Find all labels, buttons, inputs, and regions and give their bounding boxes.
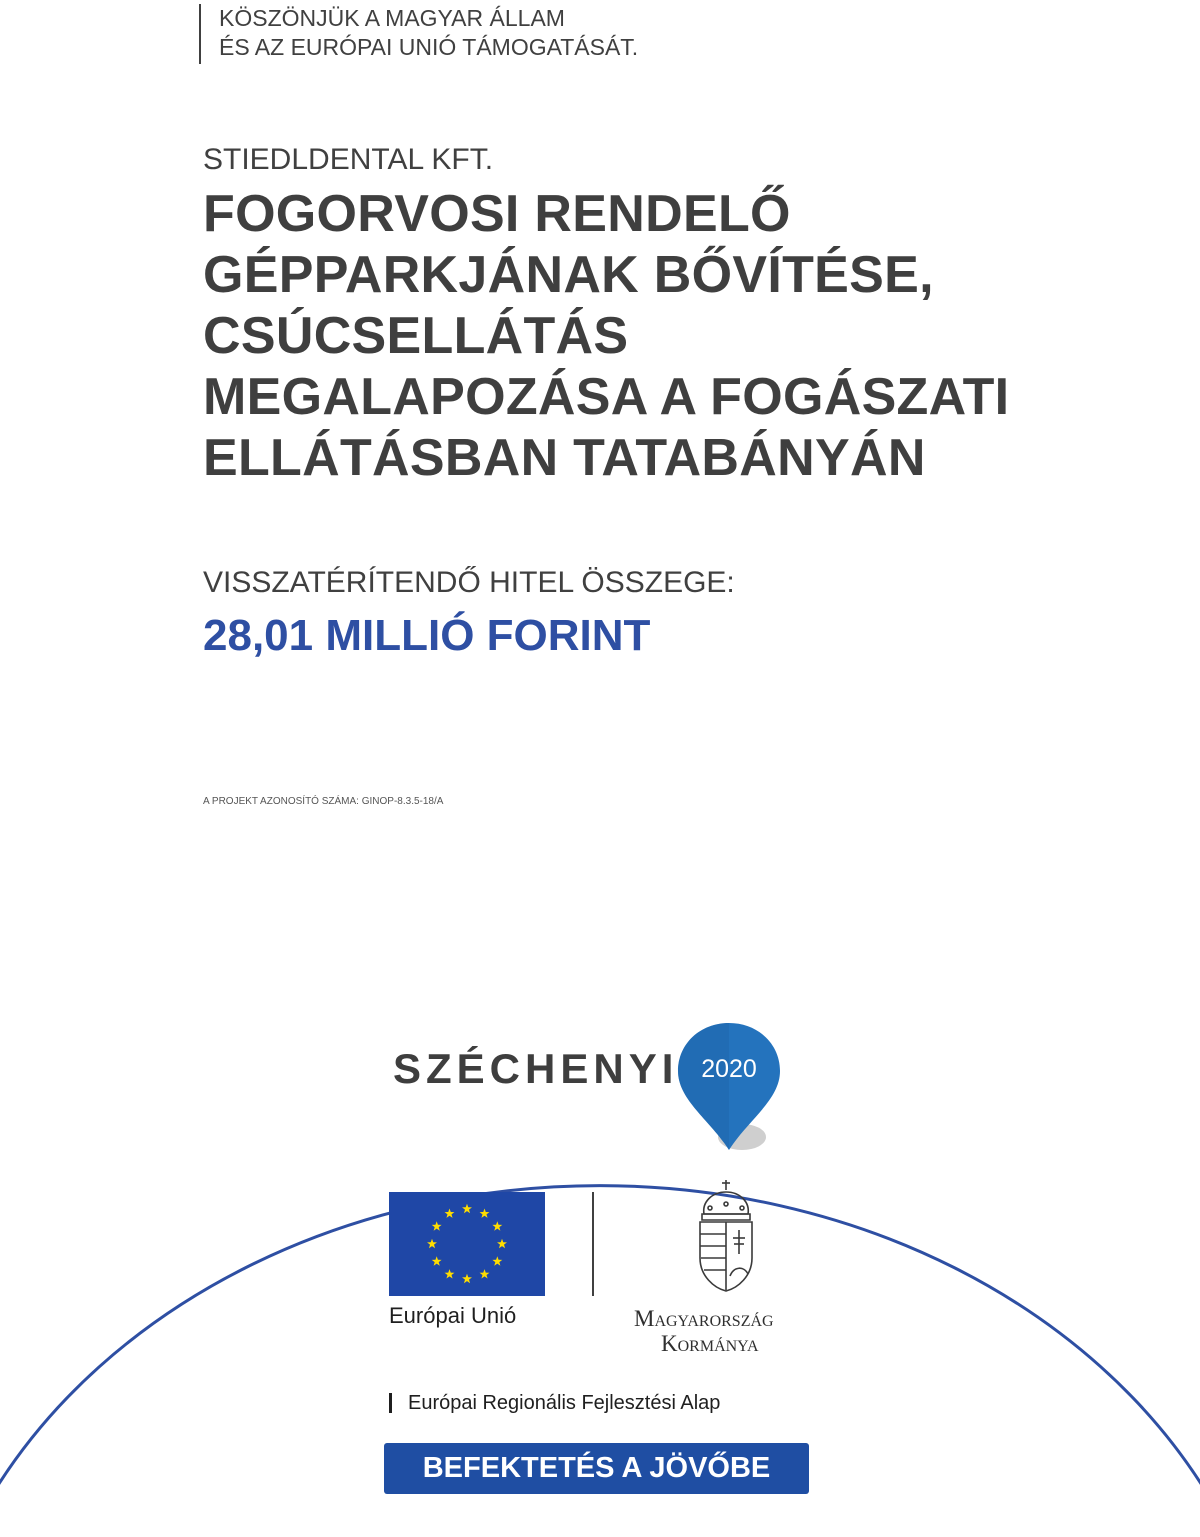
invest-in-future-banner: BEFEKTETÉS A JÖVŐBE [384, 1443, 809, 1494]
thanks-line-1: KÖSZÖNJÜK A MAGYAR ÁLLAM [219, 5, 565, 31]
loan-amount: 28,01 MILLIÓ FORINT [203, 611, 651, 660]
project-title-line: CSÚCSELLÁTÁS [203, 307, 629, 365]
hungarian-coat-of-arms-icon [694, 1178, 758, 1294]
eu-label: Európai Unió [389, 1303, 517, 1328]
beneficiary-name: STIEDLDENTAL KFT. [203, 143, 494, 176]
fund-marker [389, 1393, 392, 1413]
loan-label: VISSZATÉRÍTENDŐ HITEL ÖSSZEGE: [203, 566, 735, 599]
project-title-line: FOGORVOSI RENDELŐ [203, 185, 791, 243]
gov-label-line2: Kormánya [661, 1331, 759, 1356]
szechenyi-logo-text: SZÉCHENYI [393, 1045, 679, 1092]
project-title-line: MEGALAPOZÁSA A FOGÁSZATI [203, 368, 1010, 426]
project-title-line: ELLÁTÁSBAN TATABÁNYÁN [203, 429, 926, 487]
project-id: A PROJEKT AZONOSÍTÓ SZÁMA: GINOP-8.3.5-18/A [203, 796, 444, 807]
project-title-line: GÉPPARKJÁNAK BŐVÍTÉSE, [203, 246, 934, 304]
fund-label: Európai Regionális Fejlesztési Alap [408, 1392, 721, 1414]
szechenyi-2020-pin-icon [674, 1020, 784, 1155]
thanks-line-2: ÉS AZ EURÓPAI UNIÓ TÁMOGATÁSÁT. [219, 34, 639, 60]
eu-flag-icon [389, 1192, 545, 1296]
logo-divider [592, 1192, 594, 1296]
gov-label-line1: Magyarország [634, 1306, 774, 1331]
szechenyi-year: 2020 [701, 1055, 757, 1083]
